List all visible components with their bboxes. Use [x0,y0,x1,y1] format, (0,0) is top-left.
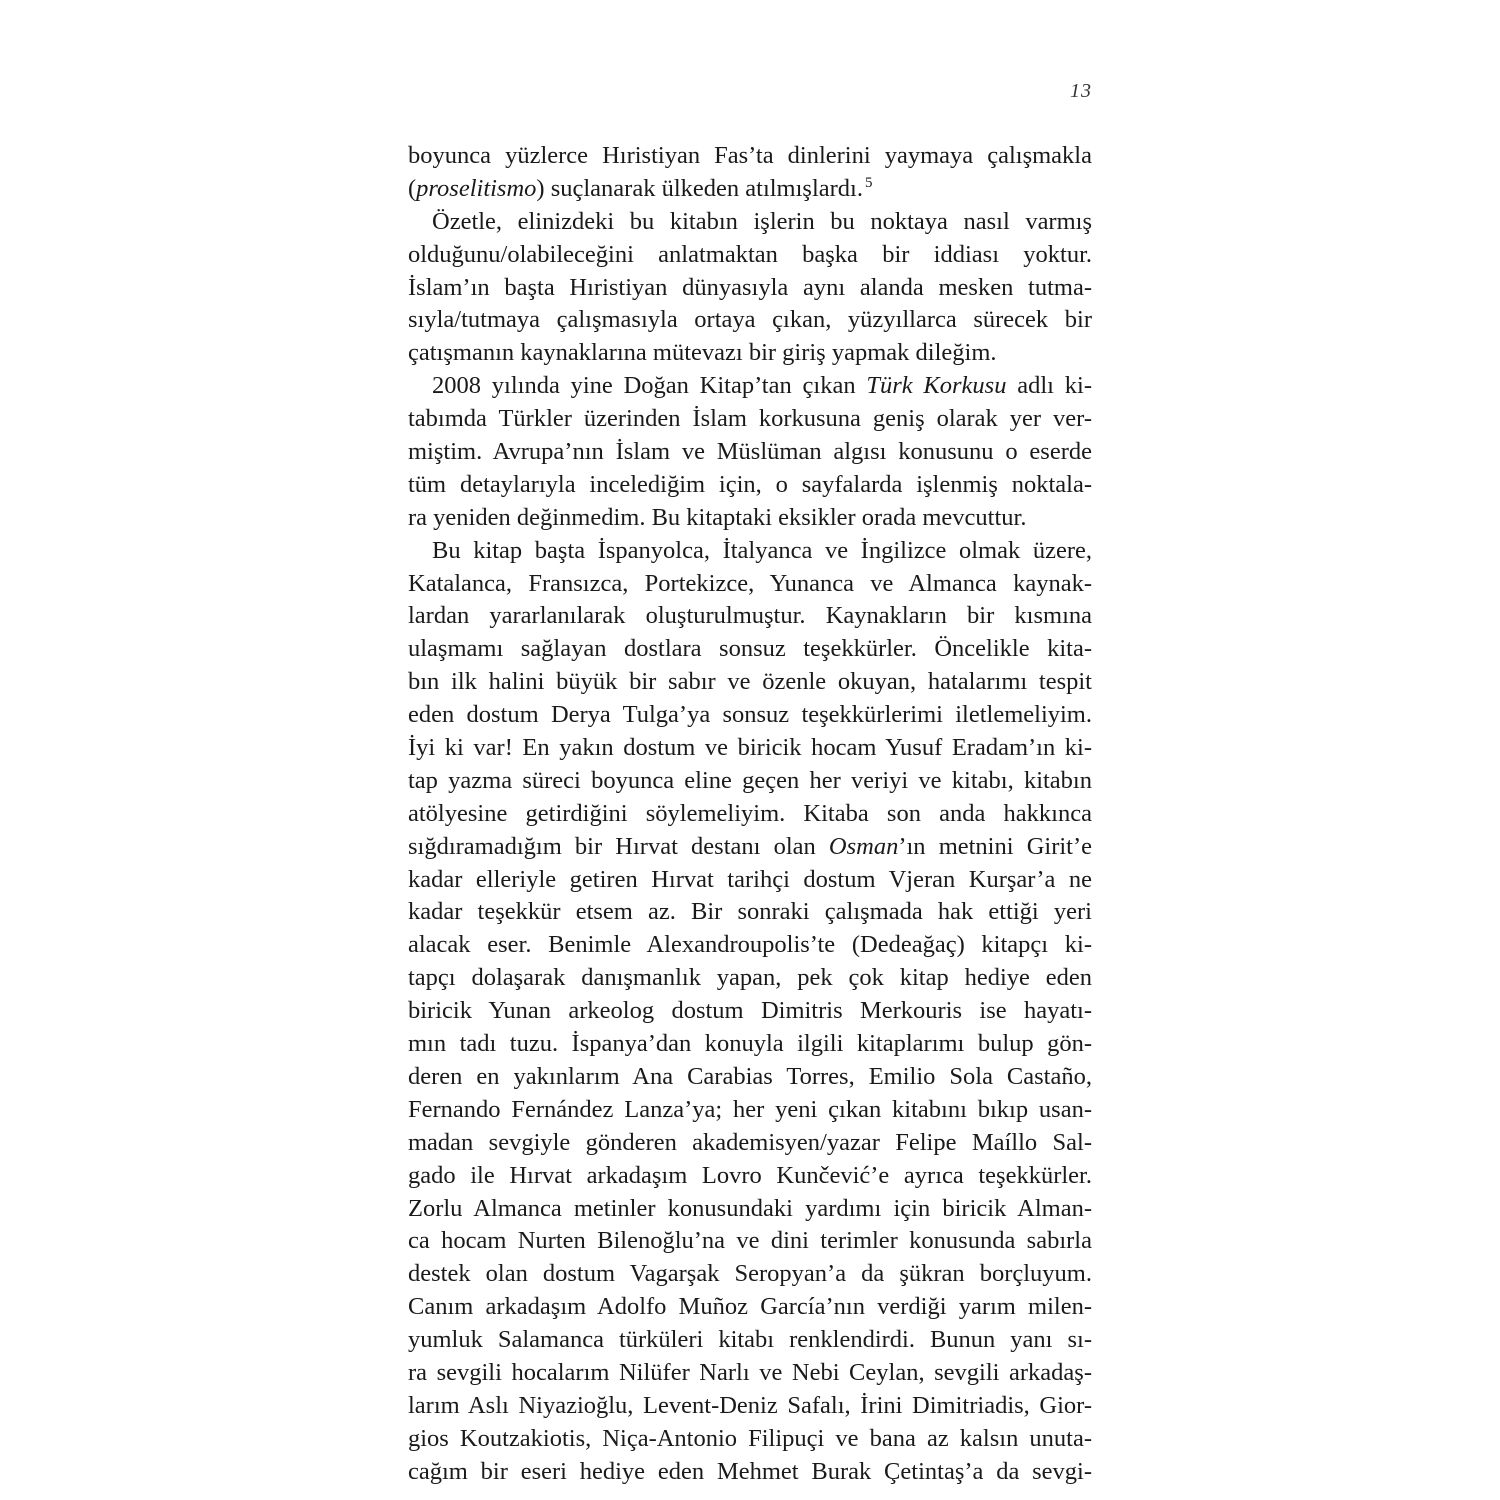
text-line [408,568,1092,601]
text-segment: Canım arkadaşım Adolfo Muñoz García’nın verdiği yarım milen- [408,1293,1092,1321]
text-segment: destek olan dostum Vagarşak Seropyan’a da şükran borçluyum. [408,1260,1092,1288]
text-line [408,272,1092,305]
text-segment: Zorlu Almanca metinler konusundaki yardımı için biricik Alman- [408,1194,1092,1222]
text-segment: ra yeniden değinmedim. Bu kitaptaki eksikler orada mevcuttur. [408,503,1027,531]
text-line [408,140,1092,173]
text-segment: tabımda Türkler üzerinden İslam korkusuna geniş olarak yer ver- [408,405,1092,433]
text-segment: tapçı dolaşarak danışmanlık yapan, pek çok kitap hediye eden [408,964,1092,992]
text-line [408,896,1092,929]
text-line [408,1160,1092,1193]
text-segment: ) suçlanarak ülkeden atılmışlardı. [536,174,863,202]
text-segment: Bu kitap başta İspanyolca, İtalyanca ve İngilizce olmak üzere, [432,536,1092,564]
text-segment: sıyla/tutmaya çalışmasıyla ortaya çıkan, yüzyıllarca sürecek bir [408,306,1092,334]
text-line [408,1324,1092,1357]
text-segment: ra sevgili hocalarım Nilüfer Narlı ve Nebi Ceylan, sevgili arkadaş- [408,1358,1092,1386]
text-line [408,1094,1092,1127]
text-segment: kadar elleriyle getiren Hırvat tarihçi dostum Vjeran Kurşar’a ne [408,865,1092,893]
text-line [408,1423,1092,1456]
text-line [408,1061,1092,1094]
text-segment: bın ilk halini büyük bir sabır ve özenle okuyan, hatalarımı tespit [408,668,1092,696]
text-line [408,633,1092,666]
text-segment: ulaşmamı sağlayan dostlara sonsuz teşekkürler. Öncelikle kita- [408,635,1092,663]
text-line [408,995,1092,1028]
text-line [408,699,1092,732]
body-text [408,140,1092,1489]
page-number: 13 [1070,80,1092,102]
text-line [408,1193,1092,1226]
italic-text: Osman [828,832,899,860]
text-line [408,370,1092,403]
text-line [408,173,1092,206]
text-line [408,1357,1092,1390]
text-segment: gado ile Hırvat arkadaşım Lovro Kunčević’e ayrıca teşekkürler. [408,1161,1092,1189]
text-line [408,337,1092,370]
text-line [408,732,1092,765]
text-segment: kadar teşekkür etsem az. Bir sonraki çalışmada hak ettiği yeri [408,898,1092,926]
text-segment: miştim. Avrupa’nın İslam ve Müslüman algısı konusunu o eserde [408,438,1092,466]
text-line [408,535,1092,568]
text-segment: tap yazma süreci boyunca eline geçen her veriyi ve kitabı, kitabın [408,766,1092,794]
text-segment: boyunca yüzlerce Hıristiyan Fas’ta dinlerini yaymaya çalışmakla [408,142,1092,169]
text-line [408,666,1092,699]
text-segment: ca hocam Nurten Bilenoğlu’na ve dini terimler konusunda sabırla [408,1227,1092,1255]
text-line [408,304,1092,337]
text-line [408,502,1092,535]
text-line [408,239,1092,272]
text-line [408,1258,1092,1291]
text-line [408,1225,1092,1258]
footnote-reference: 5 [864,174,873,191]
text-segment: sığdıramadığım bir Hırvat destanı olan [408,832,829,860]
text-line [408,1028,1092,1061]
text-segment: eden dostum Derya Tulga’ya sonsuz teşekkürlerimi iletlemeliyim. [408,701,1092,729]
text-segment: gios Koutzakiotis, Niça-Antonio Filipuçi ve bana az kalsın unuta- [408,1424,1092,1452]
text-segment: ( [408,174,417,202]
text-line [408,765,1092,798]
text-line [408,403,1092,436]
text-segment: ’ın metnini Girit’e [898,832,1092,860]
text-line [408,436,1092,469]
text-line [408,962,1092,995]
text-segment: Fernando Fernández Lanza’ya; her yeni çıkan kitabını bıkıp usan- [408,1095,1092,1123]
text-segment: yumluk Salamanca türküleri kitabı renklendirdi. Bunun yanı sı- [408,1326,1092,1354]
text-segment: biricik Yunan arkeolog dostum Dimitris Merkouris ise hayatı- [408,997,1092,1025]
text-segment: çatışmanın kaynaklarına mütevazı bir giriş yapmak dileğim. [408,339,997,367]
text-line [408,1456,1092,1489]
text-segment: tüm detaylarıyla incelediğim için, o sayfalarda işlenmiş noktala- [408,470,1092,498]
text-segment: Özetle, elinizdeki bu kitabın işlerin bu noktaya nasıl varmış [432,207,1092,235]
text-line [408,206,1092,239]
text-line [408,469,1092,502]
text-line [408,831,1092,864]
italic-text: proselitismo [416,174,537,202]
text-segment: İslam’ın başta Hıristiyan dünyasıyla aynı alanda mesken tutma- [408,273,1092,301]
text-segment: mın tadı tuzu. İspanya’dan konuyla ilgili kitaplarımı bulup gön- [408,1030,1092,1058]
italic-text: Türk Korkusu [866,372,1007,400]
text-line [408,929,1092,962]
text-segment: larım Aslı Niyazioğlu, Levent-Deniz Safalı, İrini Dimitriadis, Gior- [408,1391,1092,1419]
text-segment: lardan yararlanılarak oluşturulmuştur. Kaynakların bir kısmına [408,602,1092,630]
text-segment: Katalanca, Fransızca, Portekizce, Yunanca ve Almanca kaynak- [408,569,1092,597]
text-line [408,864,1092,897]
text-segment: cağım bir eseri hediye eden Mehmet Burak Çetintaş’a da sevgi- [408,1457,1092,1485]
text-segment: madan sevgiyle gönderen akademisyen/yazar Felipe Maíllo Sal- [408,1128,1092,1156]
text-line [408,798,1092,831]
text-segment: İyi ki var! En yakın dostum ve biricik hocam Yusuf Eradam’ın ki- [408,734,1092,762]
text-line [408,1291,1092,1324]
text-segment: olduğunu/olabileceğini anlatmaktan başka bir iddiası yoktur. [408,240,1092,268]
text-line [408,1390,1092,1423]
text-segment: deren en yakınlarım Ana Carabias Torres, Emilio Sola Castaño, [408,1062,1092,1090]
text-line [408,600,1092,633]
text-segment: 2008 yılında yine Doğan Kitap’tan çıkan [432,372,867,400]
text-line [408,1127,1092,1160]
text-segment: alacak eser. Benimle Alexandroupolis’te (Dedeağaç) kitapçı ki- [408,931,1092,959]
text-segment: atölyesine getirdiğini söylemeliyim. Kitaba son anda hakkınca [408,799,1092,827]
text-segment: adlı ki- [1006,372,1092,400]
